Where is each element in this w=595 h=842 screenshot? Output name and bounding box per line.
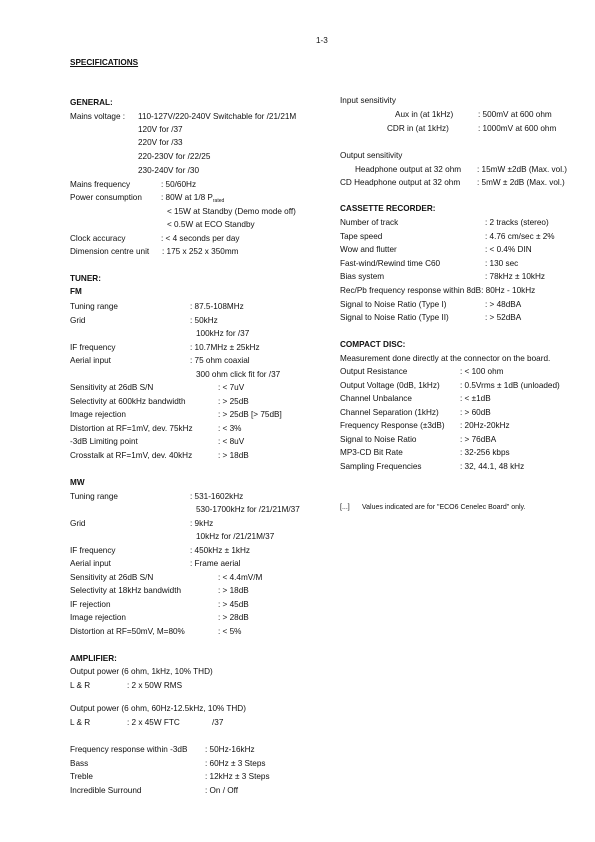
compact-disc-heading: COMPACT DISC: bbox=[340, 340, 406, 349]
amp-value: : On / Off bbox=[205, 786, 239, 795]
power-consumption-value: < 15W at Standby (Demo mode off) bbox=[167, 207, 296, 216]
fm-value: : 75 ohm coaxial bbox=[190, 356, 250, 365]
dimension-label: Dimension centre unit bbox=[70, 247, 150, 256]
input-sensitivity-heading: Input sensitivity bbox=[340, 96, 396, 105]
cd-label: Channel Separation (1kHz) bbox=[340, 408, 439, 417]
amp-value: : 50Hz-16kHz bbox=[205, 745, 255, 754]
mw-label: Tuning range bbox=[70, 492, 118, 501]
amp-label: Frequency response within -3dB bbox=[70, 745, 188, 754]
cd-label: Sampling Frequencies bbox=[340, 462, 422, 471]
cassette-label: Signal to Noise Ratio (Type II) bbox=[340, 313, 449, 322]
amp-value: : 60Hz ± 3 Steps bbox=[205, 759, 266, 768]
mw-heading: MW bbox=[70, 478, 85, 487]
mains-frequency-label: Mains frequency bbox=[70, 180, 131, 189]
cassette-label: Bias system bbox=[340, 272, 385, 281]
cd-value: : > 60dB bbox=[460, 408, 491, 417]
cassette-heading: CASSETTE RECORDER: bbox=[340, 204, 436, 213]
mw-value: : < 5% bbox=[218, 627, 242, 636]
cd-label: Signal to Noise Ratio bbox=[340, 435, 417, 444]
fm-value: : 50kHz bbox=[190, 316, 218, 325]
fm-value: : 87.5-108MHz bbox=[190, 302, 244, 311]
fm-value: 300 ohm click fit for /37 bbox=[196, 370, 281, 379]
output-sensitivity-heading: Output sensitivity bbox=[340, 151, 403, 160]
cd-label: MP3-CD Bit Rate bbox=[340, 448, 403, 457]
fm-heading: FM bbox=[70, 287, 82, 296]
output-label: CD Headphone output at 32 ohm bbox=[340, 178, 461, 187]
cassette-label: Fast-wind/Rewind time C60 bbox=[340, 259, 441, 268]
mw-label: Grid bbox=[70, 519, 86, 528]
cassette-value: : > 52dBA bbox=[485, 313, 522, 322]
mw-label: IF rejection bbox=[70, 600, 111, 609]
cd-value: : 20Hz-20kHz bbox=[460, 421, 510, 430]
output-value: : 15mW ±2dB (Max. vol.) bbox=[477, 165, 568, 174]
amp-label: Treble bbox=[70, 772, 93, 781]
amp-label: Bass bbox=[70, 759, 89, 768]
cassette-label: Wow and flutter bbox=[340, 245, 397, 254]
general-heading: GENERAL: bbox=[70, 98, 113, 107]
dimension-value: : 175 x 252 x 350mm bbox=[162, 247, 239, 256]
cassette-value: : 78kHz ± 10kHz bbox=[485, 272, 546, 281]
amplifier-heading: AMPLIFIER: bbox=[70, 654, 117, 663]
mw-label: Selectivity at 18kHz bandwidth bbox=[70, 586, 182, 595]
amp-output-value: : 2 x 45W FTC bbox=[127, 718, 180, 727]
mains-voltage-value: 230-240V for /30 bbox=[138, 166, 199, 175]
mains-voltage-value: 220V for /33 bbox=[138, 138, 183, 147]
mw-label: Sensitivity at 26dB S/N bbox=[70, 573, 154, 582]
power-consumption-label: Power consumption bbox=[70, 193, 142, 202]
mains-voltage-value: 120V for /37 bbox=[138, 125, 183, 134]
fm-label: Sensitivity at 26dB S/N bbox=[70, 383, 154, 392]
fm-label: Grid bbox=[70, 316, 86, 325]
fm-value: : < 8uV bbox=[218, 437, 245, 446]
cd-value: : > 76dBA bbox=[460, 435, 497, 444]
mains-voltage-value: 220-230V for /22/25 bbox=[138, 152, 211, 161]
fm-label: Aerial input bbox=[70, 356, 111, 365]
tuner-heading: TUNER: bbox=[70, 274, 101, 283]
mw-label: IF frequency bbox=[70, 546, 116, 555]
power-consumption-value: : 80W at 1/8 $P_{rated}$ bbox=[161, 193, 225, 204]
mw-value: : Frame aerial bbox=[190, 559, 241, 568]
fm-label: -3dB Limiting point bbox=[70, 437, 138, 446]
cassette-label: Number of track bbox=[340, 218, 399, 227]
fm-label: Distortion at RF=1mV, dev. 75kHz bbox=[70, 424, 193, 433]
page-number: 1-3 bbox=[316, 36, 328, 45]
fm-value: : > 25dB bbox=[218, 397, 249, 406]
mw-value: 530-1700kHz for /21/21M/37 bbox=[196, 505, 300, 514]
mw-value: : > 45dB bbox=[218, 600, 249, 609]
cd-value: : < ±1dB bbox=[460, 394, 491, 403]
footnote-mark: [...] bbox=[340, 504, 350, 511]
mw-value: 10kHz for /21/21M/37 bbox=[196, 532, 275, 541]
mains-frequency-value: : 50/60Hz bbox=[161, 180, 197, 189]
mw-value: : < 4.4mV/M bbox=[218, 573, 263, 582]
cd-label: Frequency Response (±3dB) bbox=[340, 421, 445, 430]
mw-value: : 450kHz ± 1kHz bbox=[190, 546, 251, 555]
mains-voltage-value: 110-127V/220-240V Switchable for /21/21M bbox=[138, 112, 297, 121]
footnote-text: Values indicated are for "ECO6 Cenelec Board" only. bbox=[362, 504, 526, 511]
cd-value: : 32, 44.1, 48 kHz bbox=[460, 462, 525, 471]
amp-label: Incredible Surround bbox=[70, 786, 142, 795]
input-label: CDR in (at 1kHz) bbox=[387, 124, 449, 133]
mw-value: : 531-1602kHz bbox=[190, 492, 244, 501]
fm-value: : 10.7MHz ± 25kHz bbox=[190, 343, 260, 352]
amp-value: : 12kHz ± 3 Steps bbox=[205, 772, 270, 781]
compact-disc-note: Measurement done directly at the connector on the board. bbox=[340, 354, 551, 363]
fm-label: Tuning range bbox=[70, 302, 118, 311]
cassette-value: : < 0.4% DIN bbox=[485, 245, 532, 254]
fm-value: : > 18dB bbox=[218, 451, 249, 460]
mw-value: : > 18dB bbox=[218, 586, 249, 595]
mw-label: Image rejection bbox=[70, 613, 126, 622]
fm-label: Selectivity at 600kHz bandwidth bbox=[70, 397, 186, 406]
cd-label: Output Resistance bbox=[340, 367, 408, 376]
fm-value: 100kHz for /37 bbox=[196, 329, 250, 338]
cassette-value: : > 48dBA bbox=[485, 300, 522, 309]
power-consumption-value: < 0.5W at ECO Standby bbox=[167, 220, 255, 229]
cd-value: : 0.5Vrms ± 1dB (unloaded) bbox=[460, 381, 560, 390]
fm-label: IF frequency bbox=[70, 343, 116, 352]
input-label: Aux in (at 1kHz) bbox=[395, 110, 454, 119]
cd-value: : < 100 ohm bbox=[460, 367, 504, 376]
cassette-label: Tape speed bbox=[340, 232, 383, 241]
cassette-value: : 2 tracks (stereo) bbox=[485, 218, 549, 227]
cd-value: : 32-256 kbps bbox=[460, 448, 510, 457]
fm-value: : > 25dB [> 75dB] bbox=[218, 410, 282, 419]
fm-label: Crosstalk at RF=1mV, dev. 40kHz bbox=[70, 451, 193, 460]
mw-value: : > 28dB bbox=[218, 613, 249, 622]
fm-value: : < 7uV bbox=[218, 383, 245, 392]
fm-value: : < 3% bbox=[218, 424, 242, 433]
clock-accuracy-label: Clock accuracy bbox=[70, 234, 126, 243]
mw-label: Aerial input bbox=[70, 559, 111, 568]
cassette-value: : 130 sec bbox=[485, 259, 519, 268]
cassette-rec-pb: Rec/Pb frequency response within 8dB: 80Hz - 10kHz bbox=[340, 286, 536, 295]
output-label: Headphone output at 32 ohm bbox=[355, 165, 462, 174]
mw-label: Distortion at RF=50mV, M=80% bbox=[70, 627, 185, 636]
amp-output-title: Output power (6 ohm, 1kHz, 10% THD) bbox=[70, 667, 213, 676]
clock-accuracy-value: : < 4 seconds per day bbox=[161, 234, 240, 243]
input-value: : 500mV at 600 ohm bbox=[478, 110, 552, 119]
cd-label: Output Voltage (0dB, 1kHz) bbox=[340, 381, 440, 390]
amp-output-label: L & R bbox=[70, 718, 91, 727]
mains-voltage-label: Mains voltage : bbox=[70, 112, 126, 121]
amp-output-value: : 2 x 50W RMS bbox=[127, 681, 183, 690]
output-value: : 5mW ± 2dB (Max. vol.) bbox=[477, 178, 565, 187]
cassette-label: Signal to Noise Ratio (Type I) bbox=[340, 300, 447, 309]
cd-label: Channel Unbalance bbox=[340, 394, 412, 403]
page-title: SPECIFICATIONS bbox=[70, 58, 139, 67]
input-value: : 1000mV at 600 ohm bbox=[478, 124, 557, 133]
fm-label: Image rejection bbox=[70, 410, 126, 419]
mw-value: : 9kHz bbox=[190, 519, 214, 528]
amp-output-label: L & R bbox=[70, 681, 91, 690]
cassette-value: : 4.76 cm/sec ± 2% bbox=[485, 232, 555, 241]
amp-output-extra: /37 bbox=[212, 718, 224, 727]
amp-output-title: Output power (6 ohm, 60Hz-12.5kHz, 10% THD) bbox=[70, 704, 246, 713]
